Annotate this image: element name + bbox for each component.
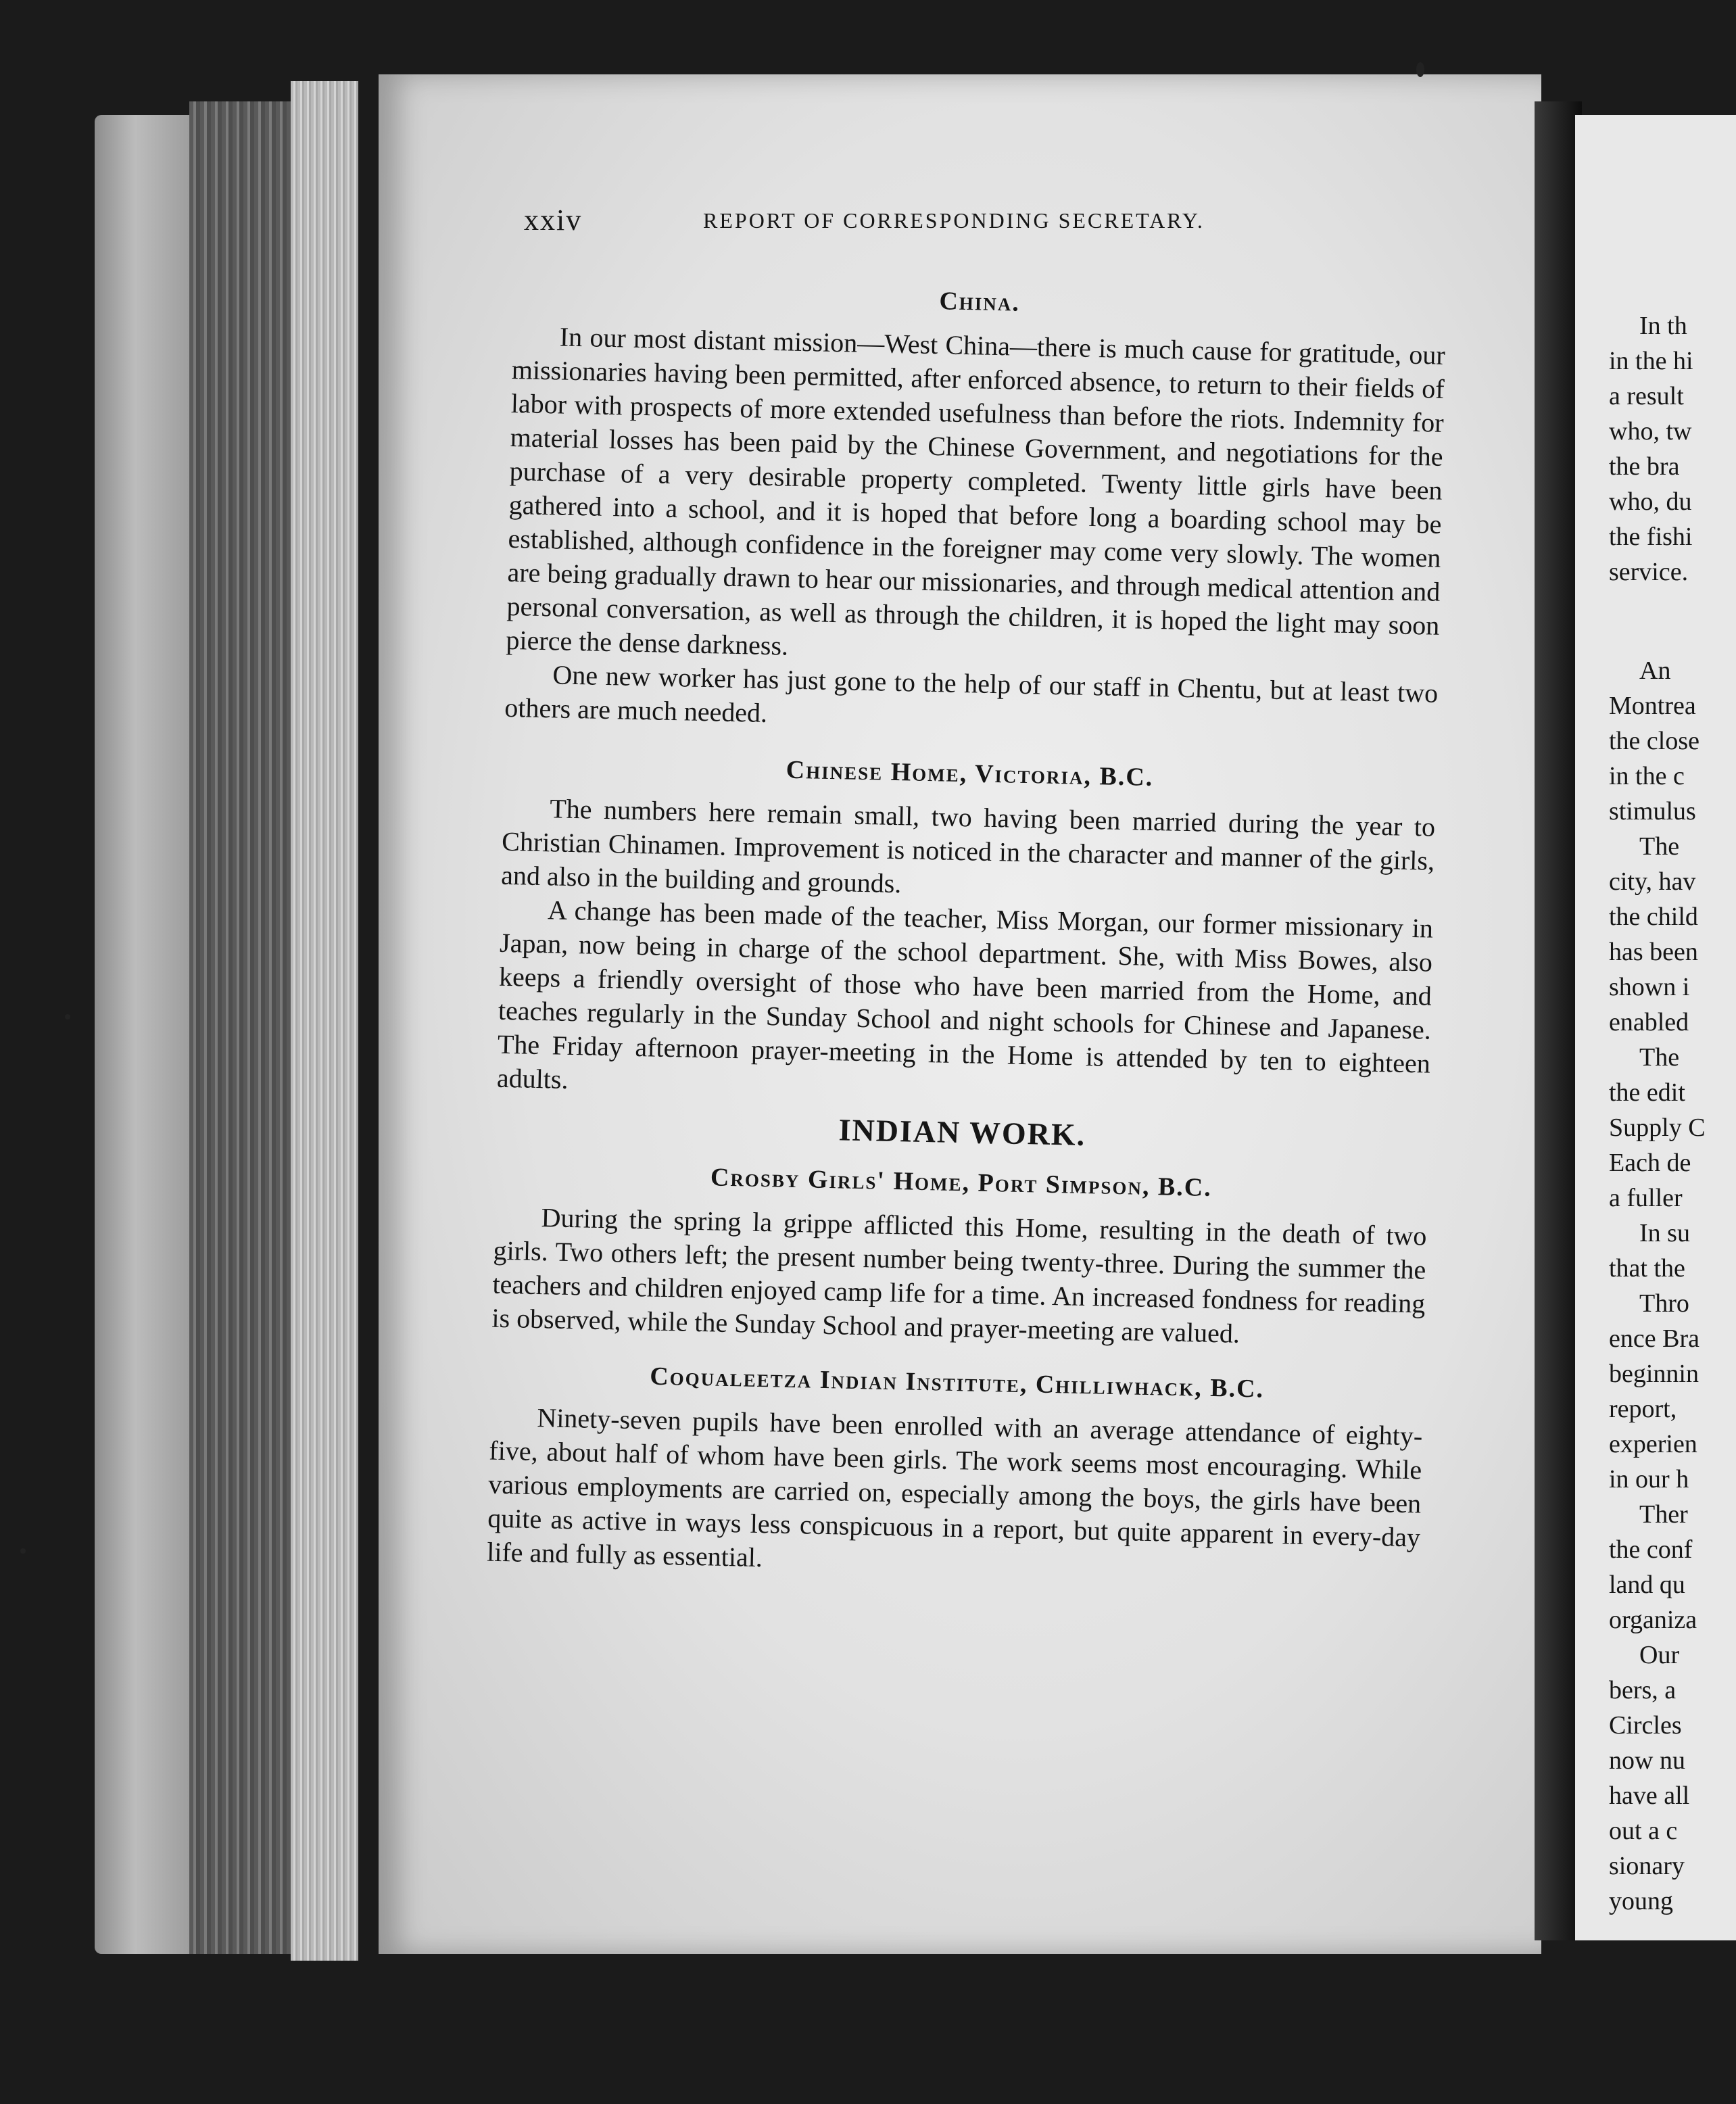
book-cover-edge: [95, 115, 196, 1954]
facing-line: bers, a: [1609, 1676, 1677, 1704]
facing-line: a result: [1609, 382, 1684, 410]
facing-line: In su: [1639, 1219, 1690, 1247]
film-speck: [20, 1548, 26, 1554]
facing-line: stimulus: [1609, 797, 1696, 826]
paragraph: A change has been made of the teacher, Miss Morgan, our former missionary in Japan, now being in charge of the school department. She, with Miss Bowes, also keeps a friendly oversight of those who have been married from the Home, and teaches regularly in the Sunday School and night schools for Chinese and Japanese. The Friday afternoon prayer-meeting in the Home is attended by ten to eighteen adults.: [496, 894, 1434, 1095]
facing-line: the close: [1609, 727, 1700, 755]
facing-line: The: [1639, 1043, 1680, 1072]
facing-line: that the: [1609, 1254, 1685, 1283]
facing-line: Each de: [1609, 1149, 1691, 1177]
facing-line: a fuller: [1609, 1184, 1683, 1212]
paragraph: Ninety-seven pupils have been enrolled with an average attendance of eighty-five, about half of whom have been girls. The work seems most encouraging. While various employments are carried on, especially among the boys, the girls have been quite as active in ways less conspicuous in a report, but quite apparent in every-day life and fully as essential.: [486, 1402, 1423, 1573]
facing-line: Circles: [1609, 1711, 1682, 1740]
facing-line: enabled: [1609, 1008, 1689, 1036]
paragraph: One new worker has just gone to the help of our staff in Chentu, but at least two others are much needed.: [504, 659, 1439, 728]
book-spine-shadow: [189, 101, 297, 1954]
section-heading-chinese-home: Chinese Home, Victoria, B.C.: [786, 755, 1154, 792]
facing-line: the child: [1609, 903, 1698, 931]
section-heading-crosby: Crosby Girls' Home, Port Simpson, B.C.: [710, 1163, 1213, 1202]
facing-line: land qu: [1609, 1571, 1685, 1599]
facing-line: organiza: [1609, 1606, 1697, 1634]
facing-line: In th: [1639, 312, 1687, 340]
page-edges: [291, 81, 358, 1961]
facing-line: Montrea: [1609, 692, 1696, 720]
facing-line: who, tw: [1609, 417, 1692, 446]
facing-line: city, hav: [1609, 867, 1696, 896]
paragraph: The numbers here remain small, two having been married during the year to Christian Chinamen. Improvement is noticed in the character and manner of the girls, and also in the building and grounds.: [500, 793, 1436, 899]
facing-line: in the hi: [1609, 347, 1693, 375]
facing-line: ence Bra: [1609, 1324, 1699, 1353]
section-heading-coqualeetza: Coqualeetza Indian Institute, Chilliwhack, B.C.: [649, 1362, 1265, 1404]
film-speck: [1416, 62, 1424, 77]
facing-line: the bra: [1609, 452, 1680, 481]
page-body: [487, 270, 1447, 1588]
facing-line: shown i: [1609, 973, 1690, 1001]
facing-line: report,: [1609, 1395, 1677, 1423]
facing-line: in our h: [1609, 1465, 1689, 1493]
facing-line: now nu: [1609, 1746, 1685, 1775]
page-number: xxiv: [524, 204, 583, 237]
facing-line: sionary: [1609, 1852, 1685, 1880]
facing-page: [1575, 115, 1736, 1940]
facing-line: out a c: [1609, 1817, 1678, 1845]
facing-line: beginnin: [1609, 1360, 1699, 1388]
facing-line: has been: [1609, 938, 1698, 966]
facing-line: young: [1609, 1887, 1673, 1915]
section-heading-china: China.: [939, 287, 1021, 317]
facing-line: experien: [1609, 1430, 1697, 1458]
facing-line: who, du: [1609, 487, 1692, 516]
section-heading-indian-work: INDIAN WORK.: [838, 1112, 1086, 1152]
running-title: REPORT OF CORRESPONDING SECRETARY.: [703, 208, 1205, 233]
facing-line: Supply C: [1609, 1114, 1706, 1142]
film-speck: [65, 1014, 70, 1020]
facing-line: The: [1639, 832, 1680, 861]
facing-line: An: [1639, 656, 1671, 685]
facing-line: in the c: [1609, 762, 1685, 790]
facing-line: the fishi: [1609, 523, 1693, 551]
facing-line: Ther: [1639, 1500, 1688, 1529]
facing-line: the edit: [1609, 1078, 1685, 1107]
paragraph: During the spring la grippe afflicted this Home, resulting in the death of two girls. Two others left; the present number being twenty-three. During the summer the teachers and children enjoyed camp life for a time. An increased fondness for reading is observed, while the Sunday School and prayer-meeting are valued.: [491, 1202, 1427, 1349]
facing-line: service.: [1609, 558, 1689, 586]
paragraph: In our most distant mission—West China—there is much cause for gratitude, our missionaries having been permitted, after enforced absence, to return to their fields of labor with prospects of more extended usefulness than before the riots. Indemnity for material losses has been paid by the Chinese Government, and negotiations for the purchase of a very desirable property completed. Twenty little girls have been gathered into a school, and it is hoped that before long a boarding school may be established, although confidence in the foreigner may come very slowly. The women are being gradually drawn to hear our missionaries, and through medical attention and personal conversation, as well as through the children, it is hoped the light may soon pierce the dense darkness.: [506, 321, 1446, 661]
facing-line: the conf: [1609, 1535, 1693, 1564]
facing-line: Thro: [1639, 1289, 1689, 1318]
facing-line: Our: [1639, 1641, 1680, 1669]
facing-line: have all: [1609, 1782, 1690, 1810]
